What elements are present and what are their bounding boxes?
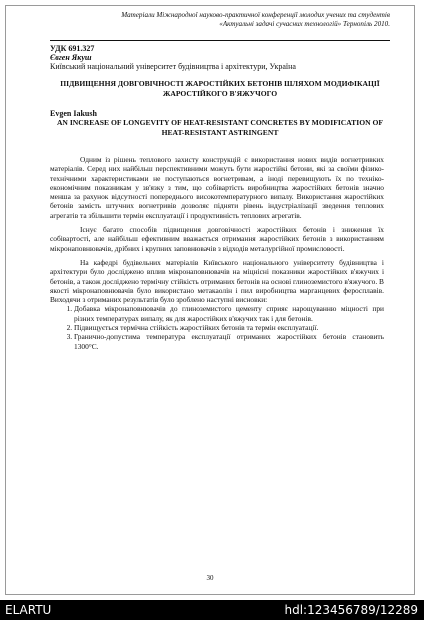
conference-header <box>50 11 390 29</box>
author-name-ua: Євген Якуш <box>50 53 92 62</box>
body-text <box>50 155 384 351</box>
paragraph: Одним із рішень теплового захисту конструкцій є використання нових видів вогнетривких матеріалів. Серед них найбільш перспективними можуть бути жаростійкі бетони, які за своїми фізико-технічними характеристиками не поступаються вогнетривам, а іноді перевищують їх по техніко-економічним показникам у зв'язку з тим, що собівартість виробництва жаростійких бетонів значно менша за рахунок відсутності попереднього високотемпературного випалу. Використання жаростійких бетонів замість штучних вогнетривів дозволяє підняти рівень індустріалізації зведення теплових агрегатів та збільшити термін експлуатації і продуктивність теплових агрегатів. <box>50 155 384 220</box>
list-item: 1. Добавка мікронаповнювачів до глиноземистого цементу сприяє нарощуванню міцності при різних температурах випалу, як для жаростійких в'яжучих так і для бетонів. <box>74 304 384 323</box>
header-rule <box>50 40 390 41</box>
paragraph: Існує багато способів підвищення довговічності жаростійких бетонів і зниження їх собівартості, але найбільш ефективним вважається отримання жаростійких бетонів з використанням мікронаповнювачів, дрібних і крупних заповнювачів з відходів металургійної промисловості. <box>50 225 384 253</box>
paragraph: На кафедрі будівельних матеріалів Київського національного університету будівництва і архітектури було досліджено вплив мікронаповнювачів на міцнісні показники жаростійких в'яжучих і бетонів, а також досліджено термічну стійкість отриманих бетонів на основі глиноземистого в'яжучого. В якості мікронаповнювачів було використано метакаолін і пил виробництва марганцевих феросплавів. Виходячи з отриманих результатів було зроблено наступні висновки: <box>50 257 384 305</box>
document-page <box>5 5 415 595</box>
paper-title-en: AN INCREASE OF LONGEVITY OF HEAT-RESISTANT CONCRETES BY MODIFICATION OF HEAT-RESISTANT ASTRINGENT <box>56 118 384 137</box>
udk-code: УДК 691.327 <box>50 44 95 53</box>
conference-header-line-2: «Актуальні задачі сучасних технологій» Тернопіль 2010. <box>219 20 390 28</box>
conclusions-list <box>50 304 384 350</box>
conference-header-line-1: Матеріали Міжнародної науково-практичної конференції молодих учених та студентів <box>121 11 390 19</box>
page-number: 30 <box>206 574 214 582</box>
viewer-footer-bar <box>0 600 424 620</box>
list-item: 2. Підвищується термічна стійкість жаростійких бетонів та термін експлуатації. <box>74 323 384 332</box>
repository-name: ELARTU <box>5 603 52 617</box>
affiliation: Київський національний університет будівництва і архітектури, Україна <box>50 62 296 71</box>
list-item: 3. Граничнo-допустима температура експлуатації отриманих жаростійких бетонів становить 1300°С. <box>74 332 384 351</box>
handle-link[interactable]: hdl:123456789/12289 <box>284 603 418 617</box>
author-name-en: Evgen Iakush <box>50 109 97 118</box>
paper-title-ua: ПІДВИЩЕННЯ ДОВГОВІЧНОСТІ ЖАРОСТІЙКИХ БЕТОНІВ ШЛЯХОМ МОДИФІКАЦІЇ ЖАРОСТІЙКОГО В'ЯЖУЧОГО <box>60 79 380 98</box>
